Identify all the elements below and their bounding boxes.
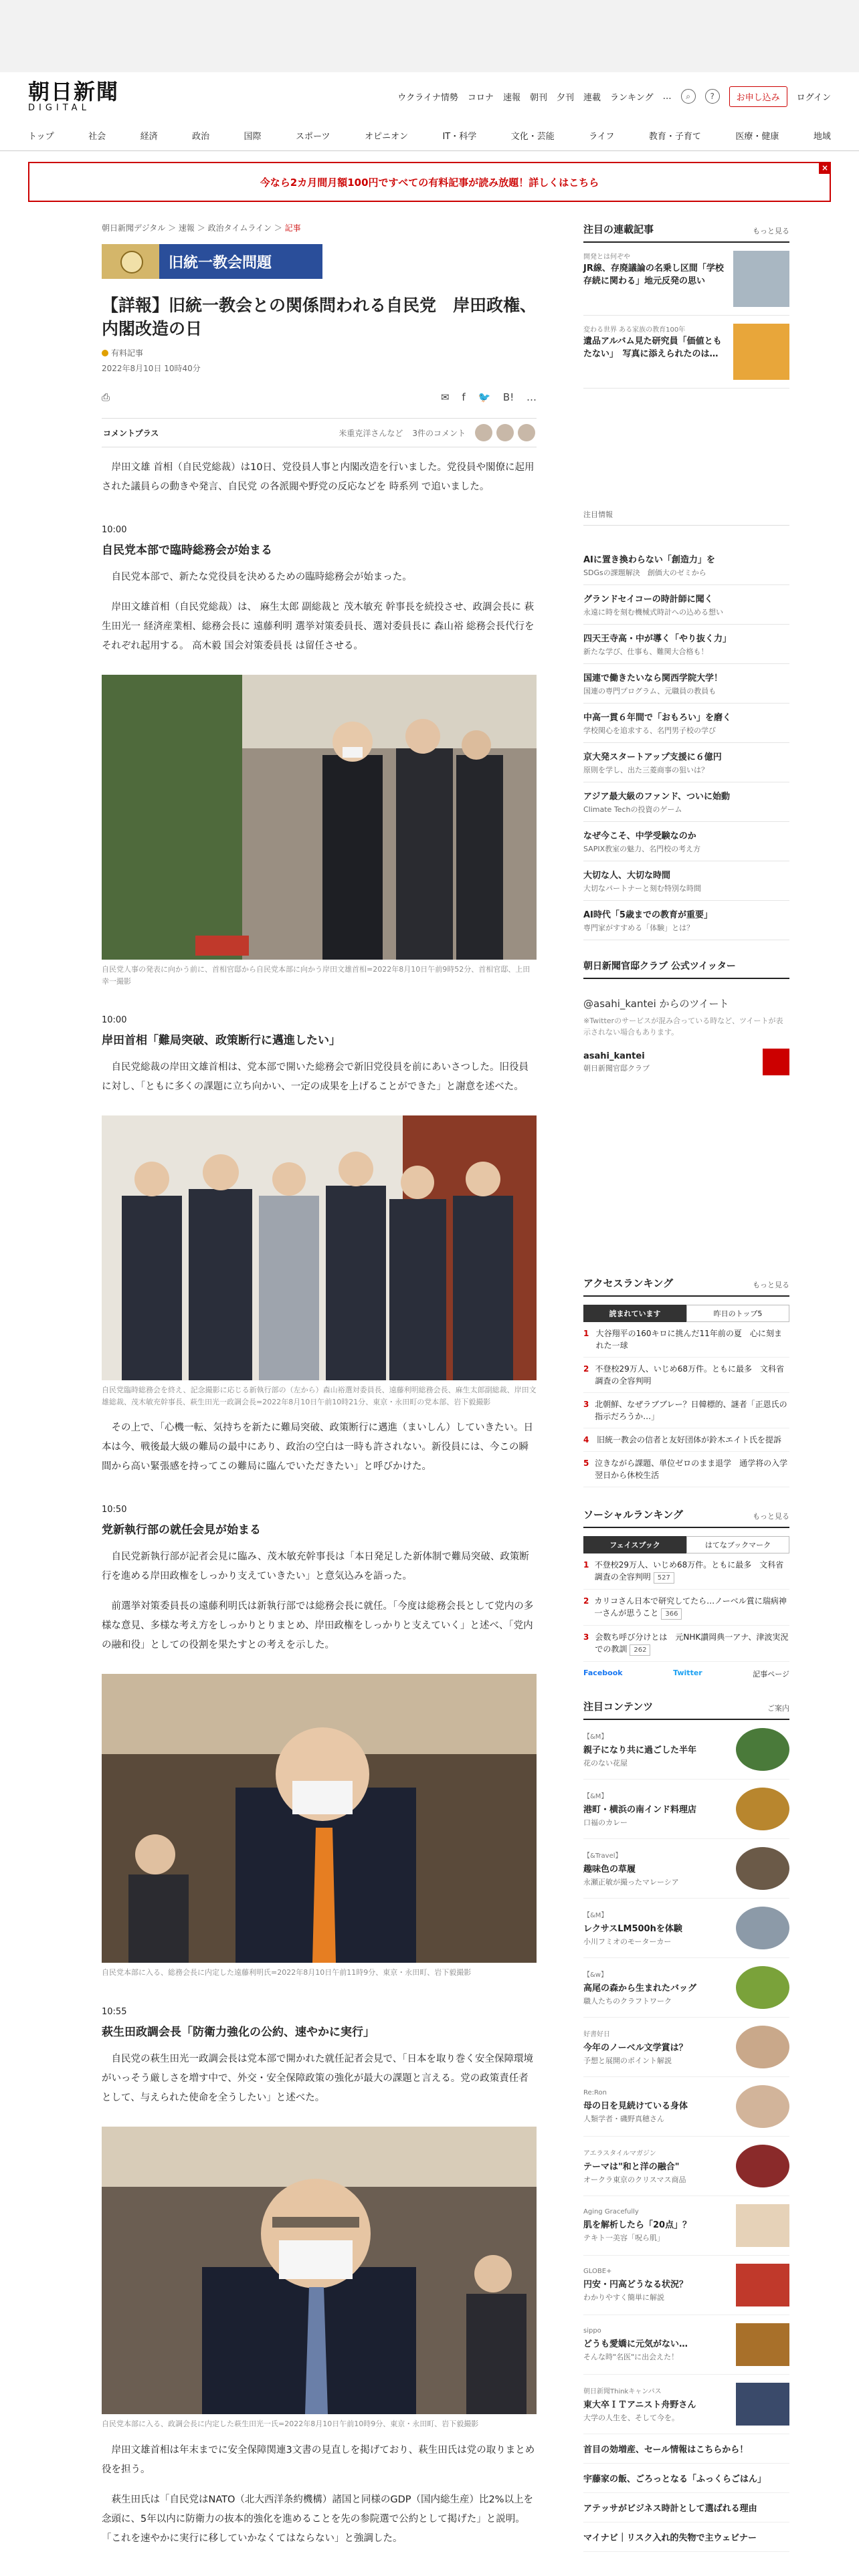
share-count: 262 [630,1644,650,1656]
article-date: 2022年8月10日 10時40分 [102,364,201,373]
cat-top[interactable]: トップ [28,132,54,142]
series-item-tag: 変わる世界 ある家族の教育100年 [583,326,686,334]
login-link[interactable]: ログイン [796,92,831,103]
nav-more[interactable]: … [662,91,672,102]
rank-number: 4 [583,1435,589,1444]
content-tag: sippo [583,2327,601,2335]
promo-link[interactable]: アテッサがビジネス時計として選ばれる理由 [583,2493,789,2523]
logo-main: 朝日新聞 [28,78,120,104]
content-sub: オークラ東京のクリスマス商品 [583,2175,686,2184]
crumb-breaking[interactable]: 速報 [178,223,195,233]
comment-plus-bar[interactable] [102,418,537,447]
content-tag: 【&Travel】 [583,1852,622,1860]
content-thumbnail [736,2323,789,2366]
rank-number: 3 [583,1632,589,1642]
comment-plus-label: コメントプラス [103,428,159,438]
paragraph: 自民党の萩生田光一政調会長は党本部で開かれた就任記者会見で、「日本を取り巻く安全保障環境がいっそう厳しさを増す中で、外交・安全保障政策の強化が最大の課題と言える。党の政策責任者として、与えられた使命を全うしたい」と述べた。 [102,2053,533,2103]
cat-politics[interactable]: 政治 [192,132,210,142]
cat-opinion[interactable]: オピニオン [364,132,408,142]
section-heading: 萩生田政調会長「防衛力強化の公約、速やかに実行」 [102,2025,375,2039]
tab-yesterday-top5[interactable]: 昨日のトップ5 [686,1305,789,1322]
series-badge[interactable] [102,244,322,279]
crumb-current: 記事 [284,223,301,233]
section-heading: 党新執行部の就任会見が始まる [102,1523,261,1537]
twitter-handle: asahi_kantei [583,1051,645,1061]
pr-item[interactable] [583,546,789,585]
content-sub: テキト一美容「呪ら肌」 [583,2234,664,2242]
content-thumbnail [736,1728,789,1771]
pr-sub: Climate Techの投資のゲーム [583,805,682,814]
content-item[interactable] [583,2256,789,2315]
pr-item[interactable] [583,664,789,704]
content-tag: アエラスタイルマガジン [583,2150,656,2157]
content-tag: Aging Gracefully [583,2208,639,2216]
promo-link[interactable]: マイナビ｜リスク入れ的失物で主ウェビナー [583,2523,789,2552]
avatar [496,424,514,441]
pr-sub: 永遠に時を刻む機械式時計への込める想い [583,608,723,617]
twitter-timeline-space [583,1075,789,1276]
article-title: 【詳報】旧統一教会との関係問われる自民党 岸田政権、内閣改造の日 [102,296,537,338]
article-page-link[interactable]: 記事ページ [753,1670,789,1679]
rank-number: 2 [583,1364,589,1374]
more-share-icon[interactable]: … [527,391,537,403]
pr-title: 四天王寺高・中が導く「やり抜く力」 [583,634,732,644]
twitter-note: ※Twitterのサービスが混み合っている時など、ツイートが表示されない場合もあります。 [583,1016,783,1037]
nav-evening[interactable]: 夕刊 [556,92,574,103]
paragraph: 自民党本部で、新たな党役員を決めるための臨時総務会が始まった。 [111,572,412,582]
ranking-item[interactable] [583,1452,789,1487]
pr-title: 国連で働きたいなら関西学院大学！ [583,673,723,683]
photo-caption: 自民党本部に入る、総務会長に内定した遠藤利明氏=2022年8月10日午前11時9分、東京・永田町、岩下毅撮影 [102,1968,472,1977]
article-tools [102,391,537,403]
crumb-home[interactable]: 朝日新聞デジタル [102,223,166,233]
paid-label: 有料記事 [111,348,144,358]
social-ranking-title[interactable]: ソーシャルランキング [583,1509,683,1521]
content-sub: 大学の人生を、そして今を。 [583,2413,679,2422]
paragraph: その上で、「心機一転、気持ちを新たに難局突破、政策断行に邁進（まいしん）していきたい。日本は今、戦後最大級の難局の最中にあり、政治の空白は一時も許されない。新役員には、今この瞬間から高い緊張感を持ってこの難局に臨んでいただきたい」と呼びかけた。 [102,1422,533,1473]
content-item[interactable] [583,1780,789,1839]
content-thumbnail [736,2383,789,2426]
content-title: 今年のノーベル文学賞は？ [583,2043,688,2053]
cat-life[interactable]: ライフ [589,132,615,142]
content-thumbnail [736,1847,789,1890]
pr-sub: 国連の専門プログラム、元職員の教員も [583,687,717,695]
content-tag: GLOBE+ [583,2268,612,2275]
pr-item[interactable] [583,625,789,664]
social-links [583,1669,789,1679]
rank-number: 1 [583,1329,589,1338]
content-sub: わかりやすく簡単に解説 [583,2293,664,2302]
news-photo[interactable] [102,2127,537,2414]
content-sub: 永瀬正敏が撮ったマレーシア [583,1878,679,1887]
social-item[interactable] [583,1590,789,1626]
article-lead: 岸田文雄 首相（自民党総裁）は10日、党役員人事と内閣改造を行いました。党役員や閣僚に起用された議員らの動きや発言、自民党 の各派閥や野党の反応などを 時系列 で追いました。 [102,462,535,492]
pr-item[interactable] [583,822,789,861]
content-item[interactable] [583,2196,789,2256]
category-nav [0,120,859,151]
social-item[interactable] [583,1626,789,1662]
rank-number: 1 [583,1560,589,1570]
twitter-widget [583,959,789,1075]
commenter-avatars [339,424,535,441]
pr-title: なぜ今こそ、中学受験なのか [583,831,696,841]
paragraph: 萩生田氏は「自民党はNATO（北大西洋条約機構）諸国と同様のGDP（国内総生産）比2%以上を念頭に、5年以内に防衛力の抜本的強化を進めることを先の参院選で公約として掲げた」と説明。「これを速やかに実行に移していかなくてはならない」と強調した。 [102,2494,534,2544]
photo-pm-walking [102,675,537,960]
content-sub: そんな時"名医"に出会えた！ [583,2353,679,2361]
nav-morning[interactable]: 朝刊 [529,92,547,103]
crumb-timeline[interactable]: 政治タイムライン [207,223,272,233]
content-title: 円安・円高どうなる状況？ [583,2280,688,2290]
cat-education[interactable]: 教育・子育て [648,132,701,142]
photo-caption: 自民党本部に入る、政調会長に内定した萩生田光一氏=2022年8月10日午前10時9分、東京・永田町、岩下毅撮影 [102,2419,479,2428]
content-sub: 人類学者・磯野真穂さん [583,2115,664,2123]
social-title: 会数ち呼び分けとは 元NHK讃岡典一アナ、津波実況での教訓 [595,1632,789,1654]
comment-count[interactable]: 3件のコメント [412,428,466,438]
rank-title: 大谷翔平の160キロに挑んだ11年前の夏 心に刻まれた一球 [595,1329,782,1350]
paragraph: 自民党総裁の岸田文雄首相は、党本部で開いた総務会で新旧党役員を前にあいさつした。旧役員に対し、「ともに多くの課題に立ち向かい、一定の成果を上げることができた」と謝意を述べた。 [102,1062,529,1093]
rank-title: 泣きながら課題、単位ゼロのまま退学 通学将の入学翌日から休校生活 [595,1459,788,1480]
series-item[interactable] [583,316,789,389]
content-title: 趣味色の草履 [583,1864,636,1874]
twitter-account-name: 朝日新聞官邸クラブ [583,1064,650,1073]
series-thumbnail [733,251,789,307]
content-sub: 花のない花屋 [583,1759,628,1767]
pr-item[interactable] [583,861,789,901]
content-tag: 【&M】 [583,1793,608,1800]
rank-number: 3 [583,1400,589,1409]
cat-sports[interactable]: スポーツ [296,132,330,142]
content-thumbnail [736,1788,789,1830]
nav-breaking[interactable]: 速報 [502,92,520,103]
cat-region[interactable]: 地域 [813,132,831,142]
paragraph: 岸田文雄首相は年末までに安全保障関連3文書の見直しを掲げており、萩生田氏は党の取りまとめ役を担う。 [102,2444,535,2475]
site-logo[interactable] [28,78,120,113]
section-time: 10:50 [102,1505,127,1515]
pr-item[interactable] [583,743,789,782]
series-section-title[interactable]: 注目の連載記事 [583,223,654,235]
facebook-link[interactable]: Facebook [583,1669,623,1677]
content-tag: 【&M】 [583,1912,608,1919]
rank-number: 5 [583,1459,589,1468]
content-title: テーマは"和と洋の融合" [583,2162,680,2172]
content-item[interactable] [583,1899,789,1958]
avatar [518,424,535,441]
photo-endo [102,1674,537,1963]
series-section-heading [583,222,789,243]
content-sub: 職人たちのクラフトワーク [583,1997,672,2006]
content-thumbnail [736,2085,789,2128]
section-heading: 自民党本部で臨時総務会が始まる [102,544,272,557]
apply-button[interactable]: お申し込み [729,86,787,107]
paragraph: 自民党新執行部が記者会見に臨み、茂木敏充幹事長は「本日発足した新体制で難局突破、政策断行を進める岸田政権をしっかり支えていきたい」と意気込みを語った。 [102,1551,529,1582]
content-thumbnail [736,1907,789,1949]
photo-new-executives [102,1115,537,1380]
content-item[interactable] [583,1720,789,1780]
content-tag: 朝日新聞Thinkキャンパス [583,2388,662,2395]
pr-sub: 専門家がすすめる「体験」とは？ [583,924,694,932]
content-item[interactable] [583,2315,789,2375]
sidebar [583,222,789,2552]
nav-series[interactable]: 連載 [583,92,601,103]
content-item[interactable] [583,1958,789,2018]
avatar [475,424,492,441]
banner-text: 今なら2カ月間月額100円ですべての有料記事が読み放題！詳しくはこちら [260,176,599,189]
content-tag: 【&w】 [583,1971,607,1979]
access-ranking-heading [583,1276,789,1297]
social-ranking-heading [583,1507,789,1528]
news-photo[interactable] [102,1115,537,1380]
pr-sub: 原則を学し、出た三菱商事の狙いは？ [583,766,708,774]
mail-icon[interactable]: ✉ [441,391,450,403]
paid-icon [102,350,108,356]
help-icon[interactable]: ? [705,89,720,104]
twitter-icon[interactable]: 🐦 [478,391,491,403]
section-time: 10:00 [102,525,127,535]
content-item[interactable] [583,2137,789,2196]
subscription-banner[interactable] [28,162,831,202]
content-title: 肌を解析したら「20点」？ [583,2220,692,2230]
social-item[interactable] [583,1553,789,1590]
series-label: 旧統一教会問題 [169,254,272,272]
sidebar-ad-space [583,389,789,489]
promo-link[interactable]: 宇藤家の飯、ごろっとなる「ふっくらごはん」 [583,2464,789,2493]
top-ad-area [0,0,859,72]
print-icon[interactable]: ⎙ [102,391,110,403]
series-item-title: 遺品アルバム見た研究員「価値ともたない」 写真に添えられたのは… [583,336,722,359]
cat-it-science[interactable]: IT・科学 [442,132,477,142]
ranking-item[interactable] [583,1358,789,1393]
pr-title: 大切な人、大切な時間 [583,871,671,881]
social-tabs [583,1536,789,1553]
pr-title: 京大発スタートアップ支援に６億円 [583,752,722,762]
ranking-item[interactable] [583,1428,789,1452]
pr-list [583,546,789,940]
content-thumbnail [736,2204,789,2247]
pr-sub: 大切なパートナーと刻む特別な時間 [583,884,701,893]
hatena-icon[interactable]: B! [502,391,514,403]
promo-link[interactable]: 首目の効増産、セール情報はこちらから！ [583,2434,789,2464]
pr-item[interactable] [583,704,789,743]
contents-guide-link[interactable]: ご案内 [767,1704,789,1713]
pr-item[interactable] [583,901,789,940]
paid-badge [102,347,537,358]
social-title: カリコさん日本で研究してたら…ノーベル賞に瑞病神一さんが思うこと [594,1596,787,1618]
pr-sub: 新たな学び、仕事も、難関大合格も！ [583,647,708,656]
tab-facebook[interactable]: フェイスブック [583,1536,686,1553]
series-item[interactable] [583,243,789,316]
content-title: 高尾の森から生まれたバッグ [583,1983,697,1994]
pr-item[interactable] [583,585,789,625]
pr-label: 注目情報 [583,509,789,526]
content-sub: 口福のカレー [583,1818,628,1827]
content-title: 母の日を見続けている身体 [583,2101,688,2111]
ranking-tabs [583,1305,789,1322]
section-time: 10:55 [102,2006,127,2017]
series-item-title: JR線、存廃議論の名乗し区間「学校存続に関わる」地元反発の思い [583,263,724,286]
content-item[interactable] [583,2375,789,2434]
ranking-item[interactable] [583,1322,789,1358]
article [102,222,537,2552]
content-thumbnail [736,2264,789,2306]
content-tag: Re:Ron [583,2089,607,2097]
cat-culture[interactable]: 文化・芸能 [510,132,555,142]
tab-hatena[interactable]: はてなブックマーク [686,1536,789,1553]
cat-international[interactable]: 国際 [244,132,262,142]
content-tag: 【&M】 [583,1733,608,1741]
site-header [0,72,859,120]
pr-title: グランドセイコーの時計師に聞く [583,595,713,605]
pr-sub: 学校関心を追求する、名門男子校の学び [583,726,716,735]
pr-title: 中高一貫６年間で「おもろい」を磨く [583,713,732,723]
tab-most-read[interactable]: 読まれています [583,1305,686,1322]
rank-title: 北朝鮮、なぜラブブレー？日韓標的、謎者「正恩氏の指示だろうか…」 [595,1400,787,1421]
pr-sub: SAPIX教室の魅力、名門校の考え方 [583,845,701,853]
section-time: 10:00 [102,1015,127,1026]
share-count: 366 [661,1608,682,1620]
news-photo[interactable] [102,675,537,960]
logo-sub: DIGITAL [28,102,90,113]
content-thumbnail [736,2026,789,2068]
pr-sub: SDGsの課題解決 創価大のゼミから [583,568,706,577]
photo-hagiuda [102,2127,537,2414]
close-icon[interactable]: × [819,162,831,174]
news-photo[interactable] [102,1674,537,1963]
twitter-avatar [763,1049,789,1075]
series-emblem [102,244,159,279]
twitter-link[interactable]: Twitter [673,1669,702,1677]
ranking-item[interactable] [583,1393,789,1428]
social-more-link[interactable]: もっと見る [753,1512,789,1521]
content-item[interactable] [583,2077,789,2137]
section-heading: 岸田首相「難局突破、政策断行に邁進したい」 [102,1034,341,1048]
rank-number: 2 [583,1596,589,1606]
content-title: レクサスLM500hを体験 [583,1924,682,1934]
series-more-link[interactable]: もっと見る [753,227,789,235]
contents-title: 注目コンテンツ [583,1701,654,1713]
content-sub: 予想と展開のポイント解説 [583,2056,672,2065]
content-tag: 好書好日 [583,2031,610,2038]
content-item[interactable] [583,1839,789,1899]
pr-title: AI時代「5歳までの教育が重要」 [583,910,712,920]
content-thumbnail [736,2145,789,2187]
ranking-more-link[interactable]: もっと見る [753,1281,789,1289]
twitter-heading: 朝日新聞官邸クラブ 公式ツイッター [583,959,789,979]
nav-ukraine[interactable]: ウクライナ情勢 [397,92,458,103]
pr-title: アジア最大級のファンド、ついに始動 [583,792,731,802]
share-count: 527 [654,1572,674,1584]
content-title: どうも愛嬌に元気がない… [583,2339,688,2349]
facebook-icon[interactable]: f [462,391,466,403]
pr-item[interactable] [583,782,789,822]
content-thumbnail [736,1966,789,2009]
commenter-names: 米重克洋さんなど [339,428,403,438]
search-icon[interactable]: ⌕ [681,89,696,104]
cat-economy[interactable]: 経済 [140,132,158,142]
content-item[interactable] [583,2018,789,2077]
photo-caption: 自民党人事の発表に向かう前に、首相官邸から自民党本部に向かう岸田文雄首相=2022年8月10日午前9時52分、首相官邸、上田幸一撮影 [102,965,531,986]
twitter-from[interactable]: @asahi_kantei からのツイート [583,998,729,1010]
rank-title: 不登校29万人、いじめ68万件。ともに最多 文科省調査の全容判明 [595,1364,785,1386]
social-title: 不登校29万人、いじめ68万件。ともに最多 文科省調査の全容判明 [594,1560,784,1582]
nav-corona[interactable]: コロナ [467,92,494,103]
content-title: 港町・横浜の南インド料理店 [583,1805,697,1815]
rank-title: 旧統一教会の信者と友好団体が鈴木エイト氏を提訴 [597,1435,782,1444]
breadcrumb: 朝日新聞デジタル ＞ 速報 ＞ 政治タイムライン ＞ 記事 [102,223,301,233]
content-title: 東大卒ＩＴアニスト舟野さん [583,2400,696,2410]
cat-society[interactable]: 社会 [88,132,106,142]
nav-ranking[interactable]: ランキング [610,92,654,103]
header-nav [397,86,831,107]
pr-title: AIに置き換わらない「創造力」を [583,555,715,565]
paragraph: 前選挙対策委員長の遠藤利明氏は新執行部では総務会長に就任。「今度は総務会長として党内の多様な意見、多様な考え方をしっかりとりまとめ、岸田政権をしっかりと支えていく」と述べ、「党内の融和役」としての役割を果たすとの考えを示した。 [102,1601,534,1651]
cat-health[interactable]: 医療・健康 [735,132,779,142]
content-title: 親子になり共に過ごした半年 [583,1745,697,1755]
series-thumbnail [733,324,789,380]
contents-heading [583,1699,789,1720]
series-item-tag: 開発とは何ぞや [583,253,630,261]
content-sub: 小川フミオのモーターカー [583,1937,672,1946]
paragraph: 岸田文雄首相（自民党総裁）は、 麻生太郎 副総裁と 茂木敏充 幹事長を続投させ、政調会長に 萩生田光一 経済産業相、総務会長に 遠藤利明 選挙対策委員長、選対委員長に 森山裕 総務会長代行をそれぞれ起用する。 高木毅 国会対策委員長 は留任させる。 [102,602,535,651]
photo-caption: 自民党臨時総務会を終え、記念撮影に応じる新執行部の（左から）森山裕選対委員長、遠藤利明総務会長、麻生太郎副総裁、岸田文雄総裁、茂木敏充幹事長、萩生田光一政調会長=2022年8月10日午前10時21分、東京・永田町の党本部、岩下毅撮影 [102,1386,537,1406]
twitter-account[interactable] [583,1049,789,1075]
access-ranking-title[interactable]: アクセスランキング [583,1277,674,1289]
